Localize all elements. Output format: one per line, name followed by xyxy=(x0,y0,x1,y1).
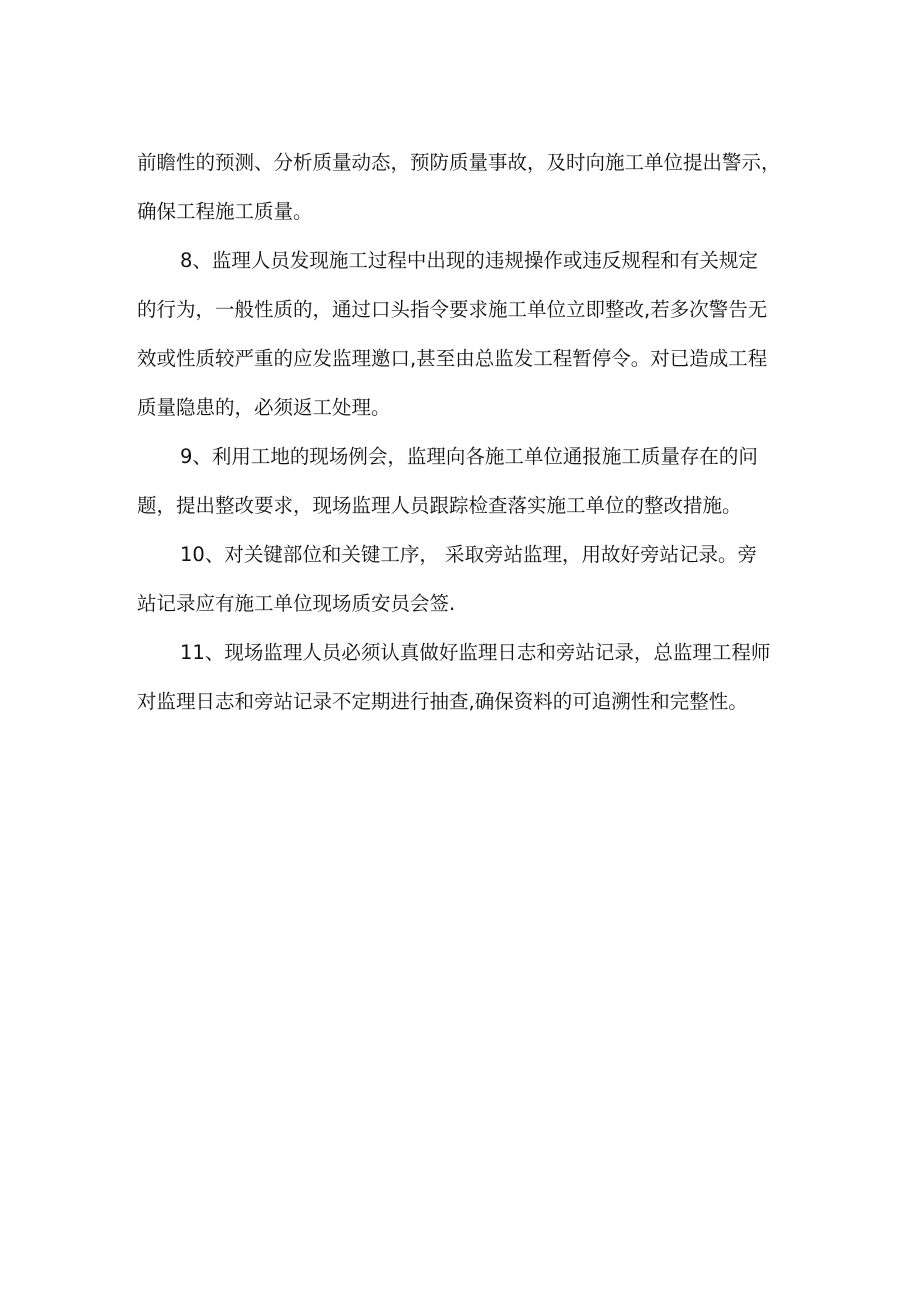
text-line: 效或性质较严重的应发监理邀口,甚至由总监发工程暂停令。对已造成工程 xyxy=(137,347,768,370)
text-line-first: 10、对关键部位和关键工序， 采取旁站监理，用故好旁站记录。旁 xyxy=(180,543,758,566)
text-line: 前瞻性的预测、分析质量动态，预防质量事故，及时向施工单位提出警示， xyxy=(137,151,781,174)
text-line: 题，提出整改要求，现场监理人员跟踪检查落实施工单位的整改措施。 xyxy=(137,494,742,517)
text-line: 站记录应有施工单位现场质安员会签. xyxy=(137,592,456,615)
text-line: 的行为，一般性质的，通过口头指令要求施工单位立即整改,若多次警告无 xyxy=(137,298,768,321)
text-line-first: 11、现场监理人员必须认真做好监理日志和旁站记录，总监理工程师 xyxy=(180,641,771,664)
text-line-first: 8、监理人员发现施工过程中出现的违规操作或违反规程和有关规定 xyxy=(180,249,758,272)
paragraph-item-10 xyxy=(137,530,797,628)
paragraph-item-11 xyxy=(137,628,797,726)
text-line: 质量隐患的，必须返工处理。 xyxy=(137,396,391,419)
paragraph-continuation xyxy=(137,138,797,236)
paragraph-item-9 xyxy=(137,432,797,530)
paragraph-item-8 xyxy=(137,236,797,432)
text-line-first: 9、利用工地的现场例会，监理向各施工单位通报施工质量存在的问 xyxy=(180,445,758,468)
document-body xyxy=(137,138,797,726)
text-line: 确保工程施工质量。 xyxy=(137,200,313,223)
text-line: 对监理日志和旁站记录不定期进行抽查,确保资料的可追溯性和完整性。 xyxy=(137,690,748,713)
